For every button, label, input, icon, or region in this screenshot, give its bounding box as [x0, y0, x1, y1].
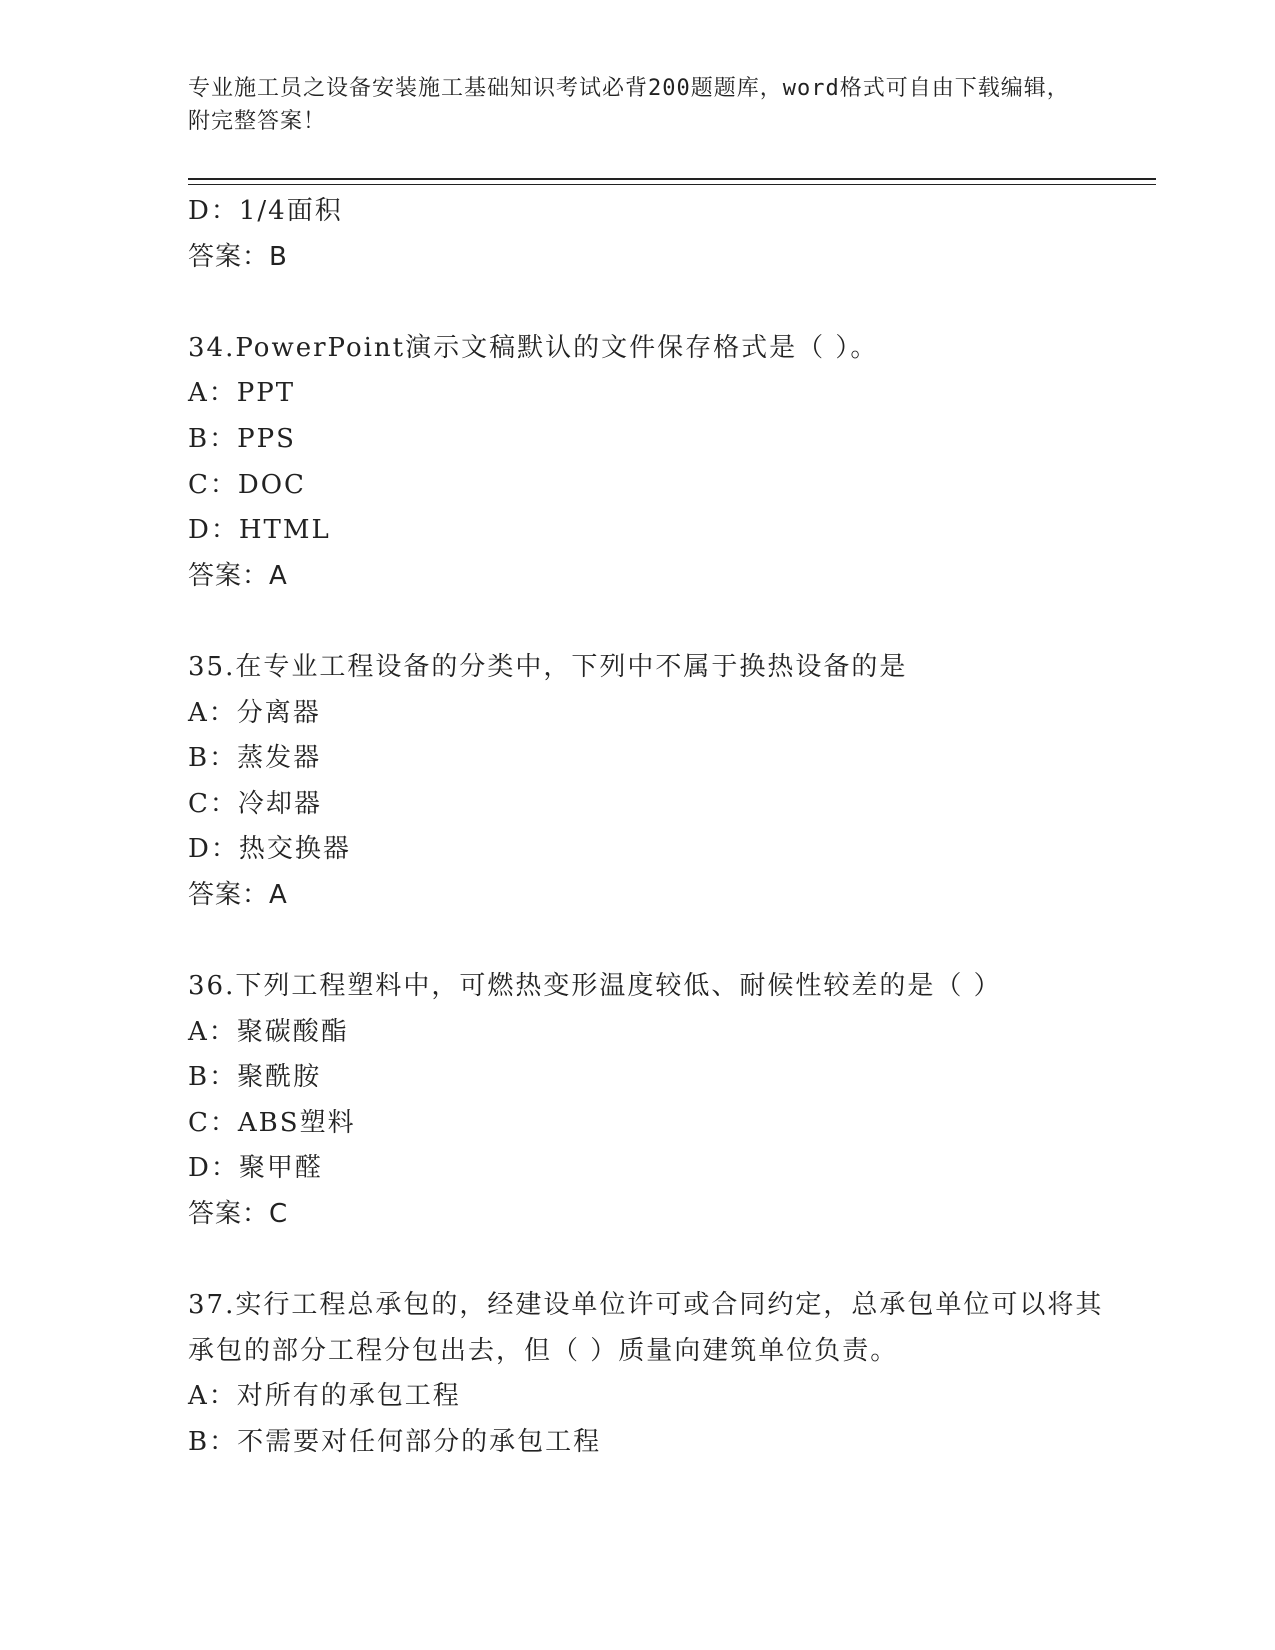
question-37-option-b: B：不需要对任何部分的承包工程	[188, 1427, 602, 1458]
question-36-option-c: C：ABS塑料	[188, 1107, 356, 1138]
question-36-option-a: A：聚碳酸酯	[188, 1016, 349, 1047]
question-34-option-d: D：HTML	[188, 515, 331, 546]
question-36-option-d: D：聚甲醛	[188, 1153, 323, 1184]
prev-answer: 答案：B	[188, 241, 288, 272]
question-34-option-a: A：PPT	[188, 378, 296, 409]
spacer	[188, 1238, 1128, 1284]
question-37-stem: 37.实行工程总承包的，经建设单位许可或合同约定，总承包单位可以将其承包的部分工程分包出去，但（ ）质量向建筑单位负责。	[188, 1290, 1104, 1366]
question-34-answer: 答案：A	[188, 560, 288, 591]
question-35-answer: 答案：A	[188, 879, 288, 910]
spacer	[188, 919, 1128, 965]
header-rule-thin	[188, 184, 1156, 185]
prev-option-d: D：1/4面积	[188, 196, 343, 226]
page-header: 专业施工员之设备安装施工基础知识考试必背200题题库，word格式可自由下载编辑，附完整答案！	[188, 76, 1070, 134]
question-35-option-d: D：热交换器	[188, 834, 351, 865]
question-34-stem: 34.PowerPoint演示文稿默认的文件保存格式是（ ）。	[188, 332, 879, 363]
question-34-option-b: B：PPS	[188, 423, 296, 454]
question-35-option-a: A：分离器	[188, 697, 321, 728]
question-36-answer: 答案：C	[188, 1199, 289, 1230]
question-36-option-b: B：聚酰胺	[188, 1062, 322, 1093]
question-35-option-c: C：冷却器	[188, 788, 322, 819]
question-35-option-b: B：蒸发器	[188, 743, 322, 774]
spacer	[188, 599, 1128, 645]
question-34-option-c: C：DOC	[188, 469, 306, 500]
header-rule-thick	[188, 178, 1156, 180]
spacer	[188, 280, 1128, 326]
question-37-option-a: A：对所有的承包工程	[188, 1381, 461, 1412]
question-content	[188, 189, 1128, 1466]
question-36-stem: 36.下列工程塑料中，可燃热变形温度较低、耐候性较差的是（ ）	[188, 971, 1002, 1002]
question-35-stem: 35.在专业工程设备的分类中，下列中不属于换热设备的是	[188, 651, 908, 682]
